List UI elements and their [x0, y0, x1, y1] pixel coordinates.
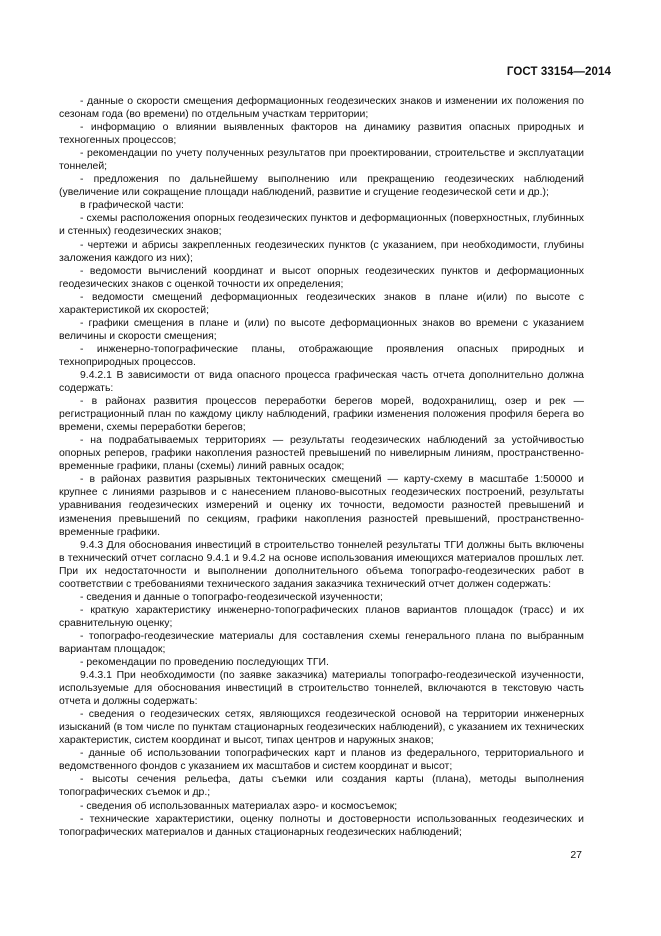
- document-header-id: ГОСТ 33154—2014: [506, 66, 611, 78]
- paragraph: - на подрабатываемых территориях — результаты геодезических наблюдений за устойчивостью опорных реперов, графики накопления разностей превышений по нивелирным линиям, пространственно-временные графики, планы (схемы) линий равных осадок;: [59, 435, 584, 473]
- paragraph: - схемы расположения опорных геодезических пунктов и деформационных (поверхностных, глубинных и стенных) геодезических знаков;: [59, 213, 584, 238]
- clause-paragraph: 9.4.3 Для обоснования инвестиций в строительство тоннелей результаты ТГИ должны быть включены в технический отчет согласно 9.4.1 и 9.4.2 на основе использования имеющихся материалов прошлых лет. При их недостаточности и выполнении дополнительного объема топографо-геодезических работ в соответствии с требованиями технического задания заказчика технический отчет должен содержать:: [59, 539, 584, 590]
- paragraph: - инженерно-топографические планы, отображающие проявления опасных природных и техноприродных процессов.: [59, 343, 584, 368]
- paragraph: - данные об использовании топографических карт и планов из федерального, территориального и ведомственного фондов с указанием их масштабов и систем координат и высот;: [59, 748, 584, 773]
- paragraph: - чертежи и абрисы закрепленных геодезических пунктов (с указанием, при необходимости, глубины заложения каждого из них);: [59, 239, 584, 264]
- paragraph: - информацию о влиянии выявленных факторов на динамику развития опасных природных и техногенных процессов;: [59, 122, 584, 147]
- paragraph: - технические характеристики, оценку полноты и достоверности использованных геодезических и топографических материалов и данных стационарных геодезических наблюдений;: [59, 813, 584, 838]
- paragraph: - в районах развития процессов переработки берегов морей, водохранилищ, озер и рек — регистрационный план по каждому циклу наблюдений, графики изменения положения профиля берега во времени, схемы переработки берегов;: [59, 396, 584, 434]
- paragraph: - сведения об использованных материалах аэро- и космосъемок;: [80, 800, 398, 812]
- document-body: [59, 95, 584, 839]
- paragraph: - сведения и данные о топографо-геодезической изученности;: [80, 591, 383, 603]
- paragraph: - краткую характеристику инженерно-топографических планов вариантов площадок (трасс) и их сравнительную оценку;: [59, 604, 584, 629]
- paragraph: - высоты сечения рельефа, даты съемки или создания карты (плана), методы выполнения топографических съемок и др.;: [59, 774, 584, 799]
- section-label: в графической части:: [80, 200, 184, 212]
- paragraph: - ведомости смещений деформационных геодезических знаков в плане и(или) по высоте с характеристикой их скоростей;: [59, 291, 584, 316]
- paragraph: - рекомендации по проведению последующих ТГИ.: [80, 657, 329, 669]
- paragraph: - рекомендации по учету полученных результатов при проектировании, строительстве и эксплуатации тоннелей;: [59, 148, 584, 173]
- paragraph: - данные о скорости смещения деформационных геодезических знаков и изменении их положения по сезонам года (во времени) по отдельным участкам территории;: [59, 96, 584, 121]
- page-number: 27: [570, 849, 582, 861]
- clause-paragraph: 9.4.2.1 В зависимости от вида опасного процесса графическая часть отчета дополнительно должна содержать:: [59, 369, 584, 395]
- paragraph: - предложения по дальнейшему выполнению или прекращению геодезических наблюдений (увеличение или сокращение площади наблюдений, развитие и сгущение геодезической сети и др.);: [59, 174, 584, 199]
- paragraph: - ведомости вычислений координат и высот опорных геодезических пунктов и деформационных геодезических знаков с оценкой точности их определения;: [59, 265, 584, 290]
- paragraph: - топографо-геодезические материалы для составления схемы генерального плана по выбранным вариантам площадок;: [59, 630, 584, 655]
- clause-paragraph: 9.4.3.1 При необходимости (по заявке заказчика) материалы топографо-геодезической изученности, используемые для обоснования инвестиций в строительство тоннелей, включаются в текстовую часть отчета и должны содержать:: [59, 670, 584, 708]
- paragraph: - графики смещения в плане и (или) по высоте деформационных знаков во времени с указанием величины и скорости смещения;: [59, 317, 584, 342]
- paragraph: - в районах развития разрывных тектонических смещений — карту-схему в масштабе 1:50000 и крупнее с линиями разрывов и с нанесением планово-высотных геодезических построений, результаты уравнивания геодезических измерений и оценку их точности, ведомости разностей превышений и изменения превышений по секциям, графики накопления разностей превышений, пространственно-временные графики.: [59, 474, 584, 538]
- paragraph: - сведения о геодезических сетях, являющихся геодезической основой на территории инженерных изысканий (в том числе по пунктам стационарных геодезических наблюдений), с указанием их технических характеристик, систем координат и высот, типах центров и наружных знаков;: [59, 709, 584, 747]
